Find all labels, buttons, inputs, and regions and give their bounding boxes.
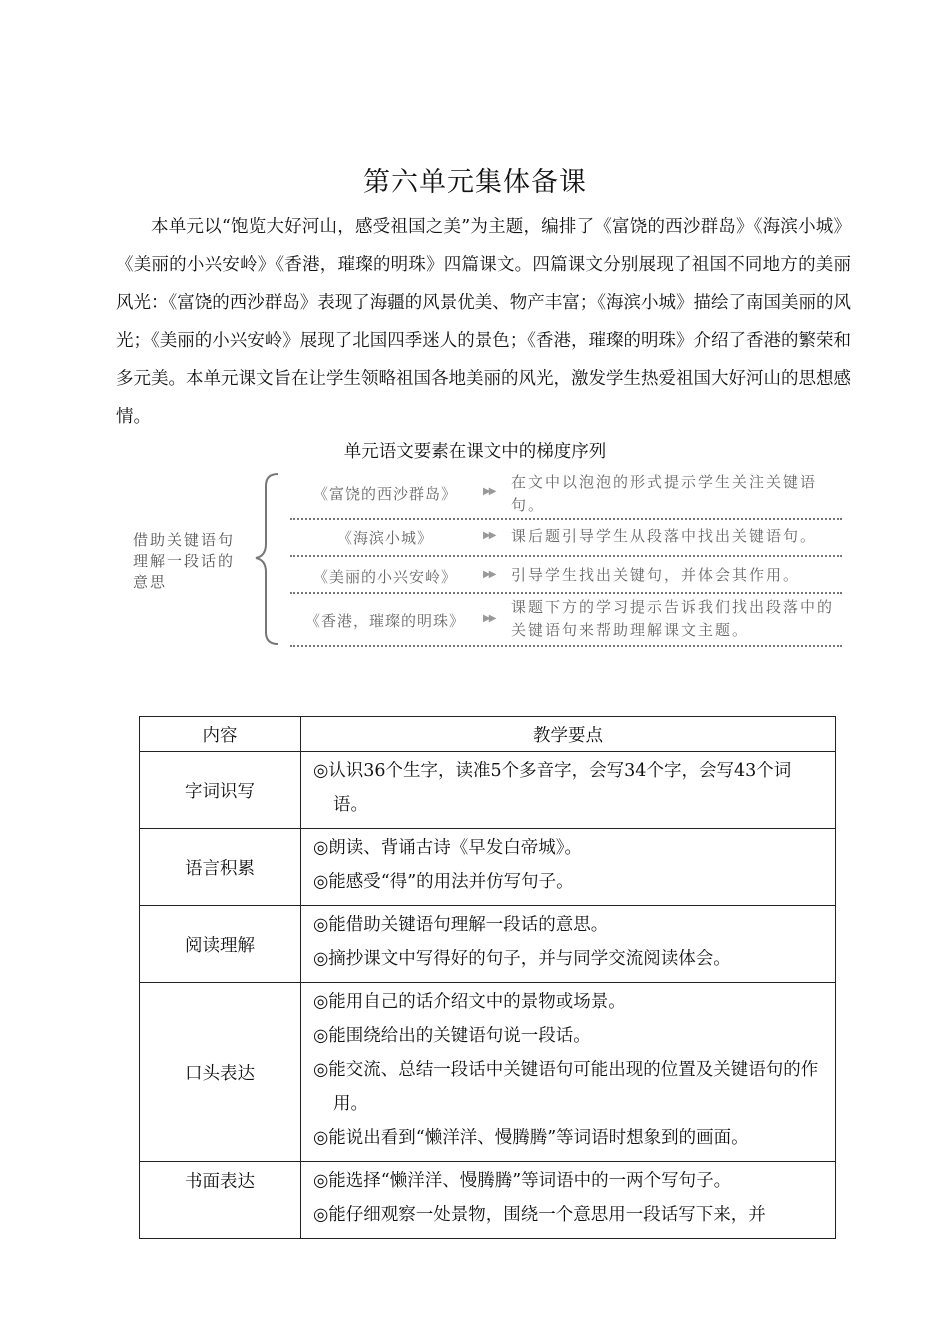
table-header-row (140, 717, 836, 752)
category-cell: 书面表达 (140, 1162, 301, 1239)
points-cell (301, 906, 836, 983)
category-cell: 阅读理解 (140, 906, 301, 983)
lesson-title: 《香港，璀璨的明珠》 (304, 612, 465, 630)
category-cell: 语言积累 (140, 829, 301, 906)
points-cell (301, 1162, 836, 1239)
diagram-caption: 单元语文要素在课文中的梯度序列 (343, 442, 607, 462)
lesson-tip: 课后题引导学生从段落中找出关键语句。 (511, 527, 818, 545)
arrow-icon: ▶▶ (483, 613, 495, 624)
arrow-icon: ▶▶ (483, 530, 495, 541)
table-row (140, 752, 836, 829)
teaching-points-table (139, 716, 836, 1239)
column-header-content: 内容 (140, 717, 301, 752)
teaching-point: ◎能借助关键语句理解一段话的意思。 (313, 915, 609, 935)
teaching-point: ◎认识36个生字，读准5个多音字，会写34个字，会写43个词语。 (313, 761, 792, 815)
table-row (140, 1162, 836, 1239)
column-header-points: 教学要点 (301, 717, 836, 752)
gradient-diagram (120, 460, 850, 660)
teaching-point: ◎能仔细观察一处景物，围绕一个意思用一段话写下来，并 (313, 1205, 766, 1225)
teaching-point: ◎能选择“懒洋洋、慢腾腾”等词语中的一两个写句子。 (313, 1171, 732, 1191)
lesson-title: 《美丽的小兴安岭》 (312, 568, 457, 586)
arrow-icon: ▶▶ (483, 486, 495, 497)
brace-icon (248, 460, 288, 660)
teaching-point: ◎能用自己的话介绍文中的景物或场景。 (313, 992, 626, 1012)
intro-paragraph: 本单元以“饱览大好河山，感受祖国之美”为主题，编排了《富饶的西沙群岛》《海滨小城》《美丽的小兴安岭》《香港，璀璨的明珠》四篇课文。四篇课文分别展现了祖国不同地方的美丽风光：《富饶的西沙群岛》表现了海疆的风景优美、物产丰富；《海滨小城》描绘了南国美丽的风光；《美丽的小兴安岭》展现了北国四季迷人的景色；《香港，璀璨的明珠》介绍了香港的繁荣和多元美。本单元课文旨在让学生领略祖国各地美丽的风光，激发学生热爱祖国大好河山的思想感情。 (116, 217, 851, 427)
teaching-point: ◎能说出看到“懒洋洋、慢腾腾”等词语时想象到的画面。 (313, 1128, 749, 1148)
table-row (140, 829, 836, 906)
arrow-icon: ▶▶ (483, 569, 495, 580)
points-cell (301, 752, 836, 829)
teaching-point: ◎朗读、背诵古诗《早发白帝城》。 (313, 838, 583, 858)
dotted-divider (290, 592, 842, 594)
table-row (140, 906, 836, 983)
lesson-title: 《海滨小城》 (336, 529, 433, 547)
lesson-tip: 引导学生找出关键句，并体会其作用。 (511, 566, 801, 584)
table-row (140, 983, 836, 1162)
lesson-title: 《富饶的西沙群岛》 (312, 485, 457, 503)
dotted-divider (290, 518, 842, 520)
category-cell: 字词识写 (140, 752, 301, 829)
points-cell (301, 829, 836, 906)
lesson-tip: 在文中以泡泡的形式提示学生关注关键语句。 (511, 473, 818, 514)
dotted-divider (290, 555, 842, 557)
language-element-label: 借助关键语句理解一段话的意思 (133, 531, 236, 591)
page-title: 第六单元集体备课 (363, 167, 587, 198)
category-cell: 口头表达 (140, 983, 301, 1162)
teaching-point: ◎能交流、总结一段话中关键语句可能出现的位置及关键语句的作用。 (313, 1060, 819, 1114)
dotted-divider (290, 645, 842, 647)
points-cell (301, 983, 836, 1162)
teaching-point: ◎能围绕给出的关键语句说一段话。 (313, 1026, 591, 1046)
teaching-point: ◎能感受“得”的用法并仿写句子。 (313, 872, 574, 892)
lesson-tip: 课题下方的学习提示告诉我们找出段落中的关键语句来帮助理解课文主题。 (511, 598, 835, 639)
teaching-point: ◎摘抄课文中写得好的句子，并与同学交流阅读体会。 (313, 949, 731, 969)
